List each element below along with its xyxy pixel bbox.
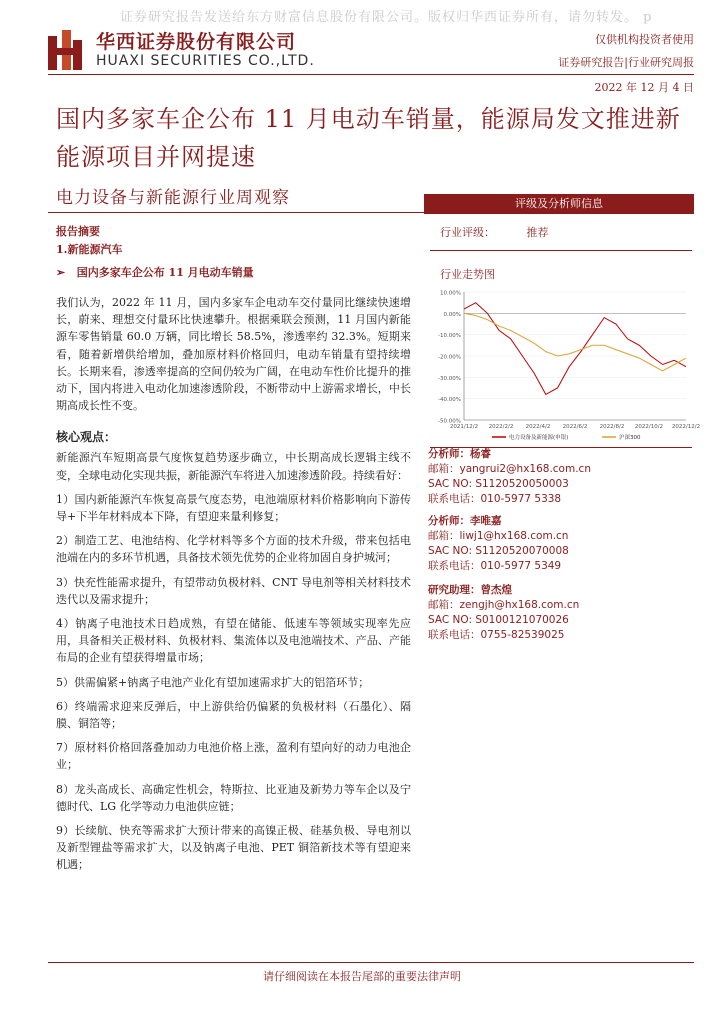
- analyst-name: 曾杰煌: [480, 584, 512, 596]
- rating-label: 行业评级：: [440, 226, 495, 239]
- chart-x-tick-label: 2022/8/2: [599, 424, 625, 430]
- point-2: 2）制造工艺、电池结构、化学材料等多个方面的技术升级，带来包括电池端在内的多环节机遇，具备技术领先优势的企业将加固自身护城河；: [56, 534, 411, 565]
- summary-heading: 报告摘要: [56, 225, 100, 238]
- analyst-sac: SAC NO: S1120520050003: [428, 478, 569, 490]
- analyst-sac: SAC NO: S1120520070008: [428, 545, 569, 557]
- chart-x-tick-label: 2022/10/2: [634, 424, 664, 430]
- point-7: 7）原材料价格回落叠加动力电池价格上涨，盈利有望向好的动力电池企业；: [56, 741, 411, 772]
- point-3: 3）快充性能需求提升，有望带动负极材料、CNT 导电剂等相关材料技术迭代以及需求提升；: [56, 575, 411, 606]
- company-name-en: HUAXI SECURITIES CO.,LTD.: [96, 53, 315, 69]
- chart-y-tick-label: -10.00%: [438, 333, 461, 340]
- chart-y-tick-label: 0.00%: [443, 311, 461, 318]
- watermark: 证券研究报告发送给东方财富信息股份有限公司。版权归华西证券所有，请勿转发。 p: [120, 10, 653, 25]
- analyst-phone: 010-5977 5349: [480, 560, 562, 572]
- analyst-name: 杨睿: [470, 448, 491, 460]
- section-heading: 1.新能源汽车: [56, 243, 123, 256]
- analyst-role: 研究助理：: [428, 584, 481, 596]
- chart-y-tick-label: -30.00%: [438, 375, 461, 382]
- report-title: 国内多家车企公布 11 月电动车销量，能源局发文推进新能源项目并网提速: [56, 105, 681, 171]
- analyst-2: [428, 514, 569, 574]
- arrow-bullet-icon: ➢: [56, 266, 66, 279]
- analyst-email[interactable]: zengjh@hx168.com.cn: [459, 599, 580, 611]
- core-heading: 核心观点：: [56, 430, 117, 445]
- report-type: 证券研究报告|行业研究周报: [558, 56, 694, 69]
- rating-value: 推荐: [526, 226, 549, 239]
- point-5: 5）供需偏紧+钠离子电池产业化有望加速需求扩大的铝箔环节；: [56, 675, 370, 689]
- chart-x-tick-label: 2021/12/2: [449, 424, 479, 430]
- email-label: 邮箱：: [428, 599, 460, 611]
- chart-y-tick-label: -20.00%: [438, 354, 461, 361]
- chart-series-line: [464, 313, 686, 371]
- email-label: 邮箱：: [428, 530, 460, 542]
- analyst-phone: 0755-82539025: [480, 629, 565, 641]
- chart-series-line: [464, 303, 686, 395]
- analyst-email[interactable]: liwj1@hx168.com.cn: [459, 530, 569, 542]
- chart-x-tick-label: 2022/2/2: [488, 424, 514, 430]
- huaxi-logo-icon: [48, 30, 82, 70]
- analyst-phone: 010-5977 5338: [480, 493, 562, 505]
- footer-note: 请仔细阅读在本报告尾部的重要法律声明: [263, 970, 461, 983]
- analyst-email[interactable]: yangrui2@hx168.com.cn: [459, 463, 591, 475]
- panel-heading: 评级及分析师信息: [424, 194, 694, 214]
- chart-legend-label: 沪深300: [619, 435, 641, 441]
- chart-y-tick-label: -40.00%: [438, 397, 461, 404]
- chart-x-tick-label: 2022/4/2: [525, 424, 551, 430]
- analyst-sac: SAC NO: S0100121070026: [428, 614, 569, 626]
- analyst-role: 分析师：: [428, 515, 470, 527]
- audience-note: 仅供机构投资者使用: [595, 33, 694, 46]
- report-subtitle: 电力设备与新能源行业周观察: [56, 188, 290, 208]
- company-name-cn: 华西证券股份有限公司: [96, 31, 297, 53]
- bullet-text: 国内多家车企公布 11 月电动车销量: [76, 266, 254, 279]
- chart-y-tick-label: 10.00%: [440, 290, 461, 297]
- analyst-role: 分析师：: [428, 448, 470, 460]
- summary-paragraph: 我们认为，2022 年 11 月，国内多家车企电动车交付量同比继续快速增长，蔚来、理想交付量环比快速攀升。根据乘联会预测，11 月国内新能源车零售销量 60.0 万辆，同比增长 58.5%，渗透率约 32.3%。短期来看，随着新增供给增加，叠加原材料价格回归，电动车销量有望持续增长。长期来看，渗透率提高的空间仍较为广阔，在电动车性价比提升的推动下，国内将进入电动化加速渗透阶段，不断带动中上游需求增长，中长期高成长性不变。: [56, 296, 411, 413]
- point-4: 4）钠离子电池技术日趋成熟，有望在储能、低速车等领域实现率先应用，具备相关正极材料、负极材料、集流体以及电池端技术、产品、产能布局的企业有望获得增量市场；: [56, 617, 411, 665]
- summary-column: [56, 223, 411, 874]
- phone-label: 联系电话：: [428, 629, 481, 641]
- point-9: 9）长续航、快充等需求扩大预计带来的高镍正极、硅基负极、导电剂以及新型锂盐等需求扩大，以及钠离子电池、PET 铜箔新技术等有望迎来机遇；: [56, 824, 411, 872]
- phone-label: 联系电话：: [428, 493, 481, 505]
- chart-x-tick-label: 2022/6/2: [562, 424, 588, 430]
- report-date: 2022 年 12 月 4 日: [594, 81, 694, 94]
- analyst-1: [428, 447, 591, 507]
- header-divider: [48, 74, 694, 75]
- footer-divider: [48, 962, 694, 963]
- chart-y-tick-label: -50.00%: [438, 418, 461, 425]
- chart-legend-label: 电力设备及新能源(申银): [509, 435, 569, 441]
- point-1: 1）国内新能源汽车恢复高景气度态势，电池端原材料价格影响向下游传导+下半年材料成本下降，有望迎来量利修复；: [56, 492, 411, 524]
- email-label: 邮箱：: [428, 463, 460, 475]
- trend-label: 行业走势图: [440, 268, 495, 281]
- analyst-3: [428, 583, 579, 643]
- core-intro: 新能源汽车短期高景气度恢复趋势逐步确立，中长期高成长逻辑主线不变，全球电动化实现共振，新能源汽车将进入加速渗透阶段。持续看好：: [56, 451, 411, 482]
- bullet-heading: [56, 264, 411, 280]
- chart-x-tick-label: 2022/12/2: [671, 424, 701, 430]
- rating-row: [440, 224, 549, 240]
- analyst-name: 李唯嘉: [470, 515, 502, 527]
- phone-label: 联系电话：: [428, 560, 481, 572]
- point-8: 8）龙头高成长、高确定性机会，特斯拉、比亚迪及新势力等车企以及宁德时代、LG 化学等动力电池供应链；: [56, 782, 411, 813]
- panel-divider: [430, 250, 692, 251]
- point-6: 6）终端需求迎来反弹后，中上游供给仍偏紧的负极材料（石墨化）、隔膜、铜箔等；: [56, 699, 411, 731]
- trend-chart: [430, 284, 701, 444]
